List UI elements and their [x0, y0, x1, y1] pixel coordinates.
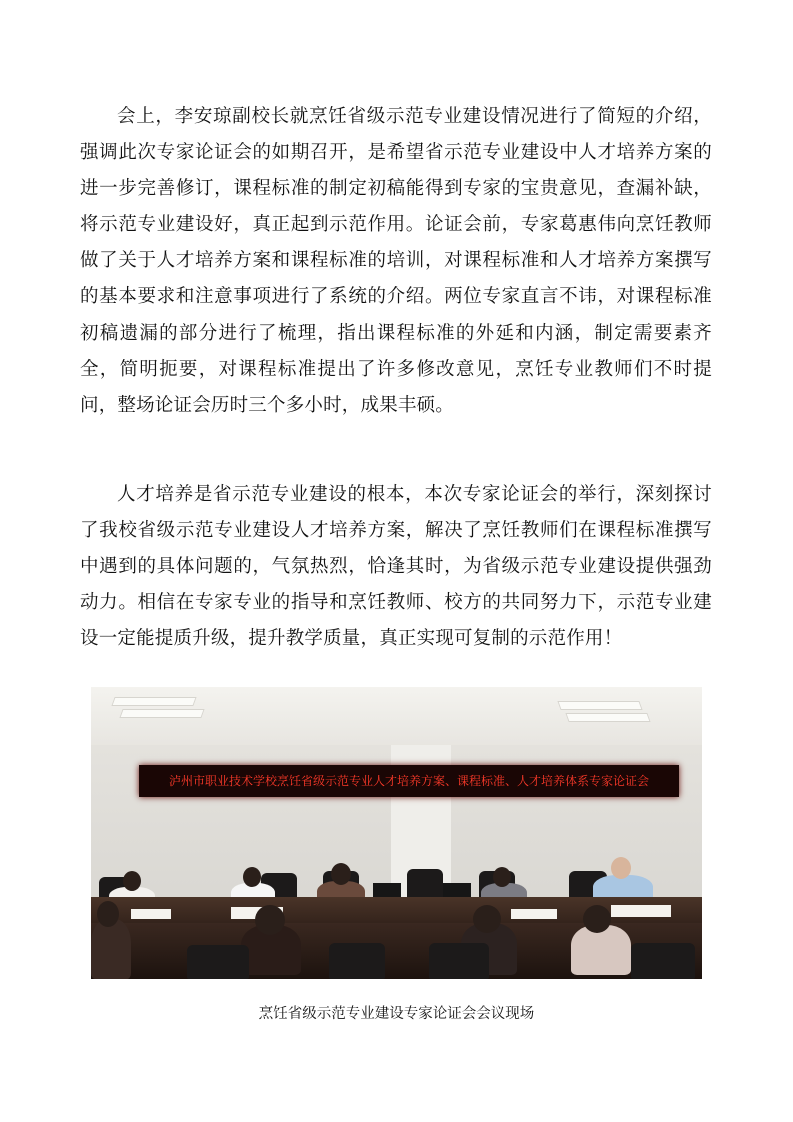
chair — [187, 945, 249, 979]
chair — [631, 943, 695, 979]
attendee-head — [123, 871, 141, 891]
ceiling-light — [557, 701, 642, 710]
expert-head — [331, 863, 351, 885]
body-paragraph-2: 人才培养是省示范专业建设的根本，本次专家论证会的举行，深刻探讨了我校省级示范专业建设人才培养方案，解决了烹饪教师们在课程标准撰写中遇到的具体问题的，气氛热烈，恰逢其时，为省级示范专业建设提供强劲动力。相信在专家专业的指导和烹饪教师、校方的共同努力下，示范专业建设一定能提质升级，提升教学质量，真正实现可复制的示范作用！ — [80, 484, 712, 650]
attendee — [91, 919, 131, 979]
document — [511, 909, 557, 919]
document — [131, 909, 171, 919]
photo-caption: 烹饪省级示范专业建设专家论证会会议现场 — [258, 1006, 535, 1022]
attendee-head — [255, 905, 285, 935]
ceiling-light — [111, 697, 196, 706]
attendee-head — [473, 905, 501, 933]
expert-head — [611, 857, 631, 879]
meeting-photo — [91, 687, 702, 979]
ceiling-light — [119, 709, 204, 718]
attendee-head — [583, 905, 611, 933]
attendee-head — [243, 867, 261, 887]
attendee — [571, 925, 631, 975]
led-banner: 泸州市职业技术学校烹饪省级示范专业人才培养方案、课程标准、人才培养体系专家论证会 — [139, 765, 679, 797]
chair — [429, 943, 489, 979]
ceiling-light — [565, 713, 650, 722]
chair — [329, 943, 385, 979]
attendee-head — [493, 867, 511, 887]
body-paragraph-1: 会上，李安琼副校长就烹饪省级示范专业建设情况进行了简短的介绍，强调此次专家论证会的如期召开，是希望省示范专业建设中人才培养方案的进一步完善修订，课程标准的制定初稿能得到专家的宝贵意见，查漏补缺，将示范专业建设好，真正起到示范作用。论证会前，专家葛惠伟向烹饪教师做了关于人才培养方案和课程标准的培训，对课程标准和人才培养方案撰写的基本要求和注意事项进行了系统的介绍。两位专家直言不讳，对课程标准初稿遗漏的部分进行了梳理，指出课程标准的外延和内涵，制定需要素齐全，简明扼要，对课程标准提出了许多修改意见，烹饪专业教师们不时提问，整场论证会历时三个多小时，成果丰硕。 — [80, 106, 712, 416]
document — [611, 905, 671, 917]
attendee-head — [97, 901, 119, 927]
